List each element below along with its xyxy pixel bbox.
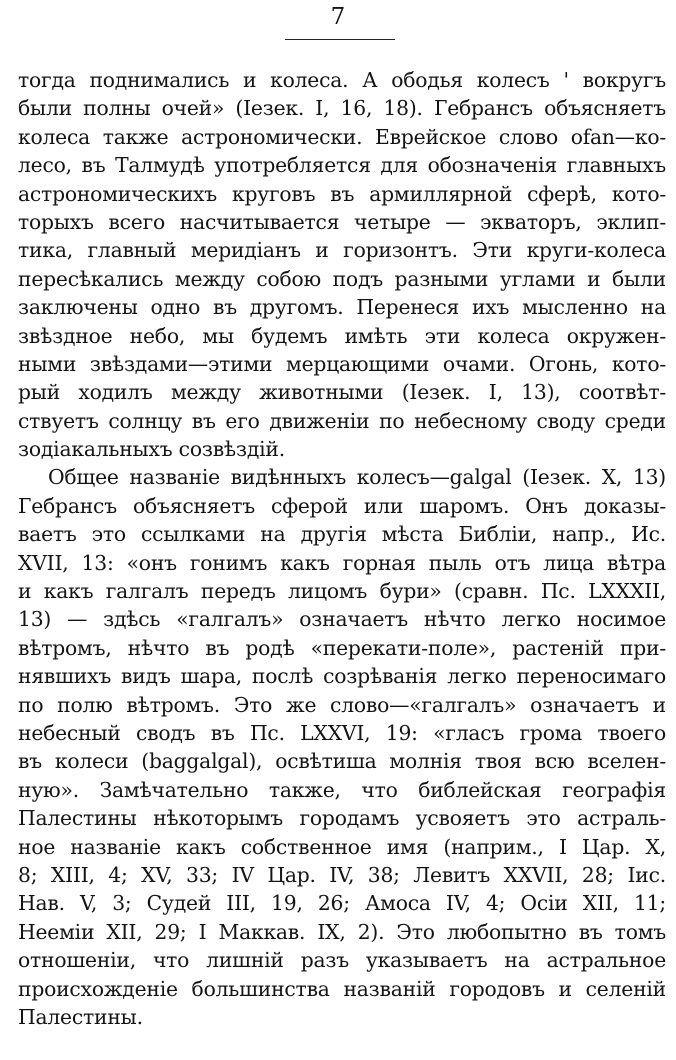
text-line: Палестины. xyxy=(18,1004,143,1029)
text-line: вѣтромъ, нѣчто въ родѣ «перекати-поле», растеній при- xyxy=(18,635,666,660)
text-line: ствуетъ солнцу въ его движеніи по небесному своду среди xyxy=(18,408,666,433)
text-line: пересѣкались между собою подъ разными углами и были xyxy=(18,266,666,291)
text-line: ваетъ это ссылками на другія мѣста Библіи, напр., Ис. xyxy=(18,522,666,547)
text-line: тогда поднимались и колеса. А ободья колесъ ' вокругъ xyxy=(18,68,666,92)
text-line: Нав. V, 3; Судей III, 19, 26; Амоса IV, 4; Осіи XII, 11; xyxy=(18,891,666,916)
text-line: Неемiи XII, 29; I Маккав. IX, 2). Это любопытно въ томъ xyxy=(18,919,666,944)
text-line: въ колеси (baggalgal), освѣтиша молнія твоя всю вселен- xyxy=(18,749,666,774)
text-line: ную». Замѣчательно также, что библейская географія xyxy=(18,777,666,802)
text-line: Палестины нѣкоторымъ городамъ усвояетъ это астраль- xyxy=(18,806,666,831)
header-rule xyxy=(285,39,395,40)
text-line: Гебрансъ объясняетъ сферой или шаромъ. Онъ доказы- xyxy=(18,493,666,518)
text-line: тика, главный меридіанъ и горизонтъ. Эти круги-колеса xyxy=(18,238,666,263)
text-line: по полю вѣтромъ. Это же слово—«галгалъ» означаетъ и xyxy=(18,692,666,717)
body-text xyxy=(18,66,666,1031)
text-line: зодіакальныхъ созвѣздій. xyxy=(18,437,285,462)
text-line: отношеніи, что лишній разъ указываетъ на астральное xyxy=(18,948,666,973)
paragraph-1 xyxy=(18,66,666,463)
text-line: колеса также астрономически. Еврейское слово ofan—ко- xyxy=(18,124,666,149)
text-line: небесный сводъ въ Пс. LXXVI, 19: «гласъ грома твоего xyxy=(18,720,666,745)
paragraph-2 xyxy=(18,463,666,1031)
text-line: нявшихъ видъ шара, послѣ созрѣванія легко переносимаго xyxy=(18,664,666,689)
text-line: торыхъ всего насчитывается четыре — экваторъ, эклип- xyxy=(18,209,666,234)
text-line: лесо, въ Талмудѣ употребляется для обозначенія главныхъ xyxy=(18,153,666,178)
text-line: 13) — здѣсь «галгалъ» означаетъ нѣчто легко носимое xyxy=(18,607,666,632)
text-line: и какъ галгалъ передъ лицомъ бури» (сравн. Пс. LXXXII, xyxy=(18,579,666,604)
text-line: 8; XIII, 4; XV, 33; IV Цар. IV, 38; Левитъ XXVII, 28; Iис. xyxy=(18,862,666,887)
text-line: звѣздное небо, мы будемъ имѣть эти колеса окружен- xyxy=(18,323,666,348)
text-line: ными звѣздами—этими мерцающими очами. Огонь, кото- xyxy=(18,351,666,376)
text-line: рый ходилъ между животными (Iезек. I, 13), соотвѣт- xyxy=(18,380,666,405)
text-line: были полны очей» (Iезек. I, 16, 18). Гебрансъ объясняетъ xyxy=(18,96,666,121)
text-line: ное названіе какъ собственное имя (наприм., I Цар. X, xyxy=(18,834,666,859)
page-number: 7 xyxy=(330,4,346,30)
text-line: Общее названіе видѣнныхъ колесъ—galgal (Iезек. X, 13) xyxy=(48,465,666,490)
text-line: астрономическихъ круговъ въ армиллярной сферѣ, кото- xyxy=(18,181,666,206)
text-line: заключены одно въ другомъ. Перенеся ихъ мысленно на xyxy=(18,295,666,320)
text-line: происхожденіе большинства названій городовъ и селеній xyxy=(18,976,666,1001)
text-line: XVII, 13: «онъ гонимъ какъ горная пыль отъ лица вѣтра xyxy=(18,550,666,575)
